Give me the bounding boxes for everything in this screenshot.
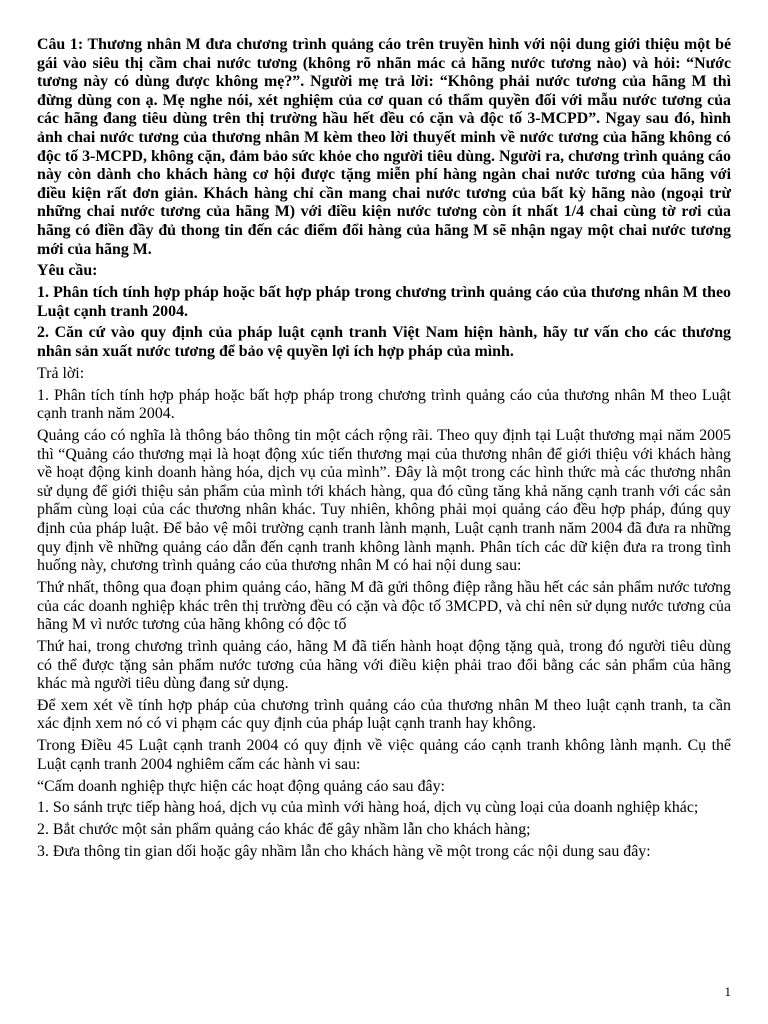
question-paragraph: Câu 1: Thương nhân M đưa chương trình quảng cáo trên truyền hình với nội dung giới thiệu một bé gái vào siêu thị cầm chai nước tương (không rõ nhãn mác cả hãng nước tương nào) và hỏi: “Nước tương này có dùng được không mẹ?”. Người mẹ trả lời: “Không phải nước tương của hãng M thì đừng dùng con ạ. Mẹ nghe nói, xét nghiệm của cơ quan có thẩm quyền đối với mẫu nước tương của các hãng đang tiêu dùng trên thị trường hầu hết đều có cặn và độc tố 3-MCPD”. Ngay sau đó, hình ảnh chai nước tương của thương nhân M kèm theo lời thuyết minh về nước tương của hãng không có độc tố 3-MCPD, không cặn, đảm bảo sức khỏe cho người tiêu dùng. Người ra, chương trình quảng cáo này còn dành cho khách hàng cơ hội được tặng miễn phí hàng ngàn chai nước tương của hãng với điều kiện rất đơn giản. Khách hàng chỉ cần mang chai nước tương của bất kỳ hãng nào (ngoại trừ những chai nước tương của hãng M) với điều kiện nước tương còn ít nhất 1/4 chai cùng tờ rơi của hãng có điền đầy đủ thong tin đến các điểm đổi hàng của hãng M sẽ nhận ngay một chai nước tương mới của hãng M. bbox=[37, 36, 731, 258]
answer-paragraph: Thứ hai, trong chương trình quảng cáo, hãng M đã tiến hành hoạt động tặng quà, trong đó người tiêu dùng có thể được tặng sản phẩm nước tương của hãng với điều kiện phải trao đổi bằng các sản phẩm của hãng khác mà người tiêu dùng đang sử dụng. bbox=[37, 637, 731, 693]
document-body bbox=[37, 36, 731, 865]
requirements-heading: Yêu cầu: bbox=[37, 262, 98, 280]
law-item-2: 2. Bắt chước một sản phẩm quảng cáo khác để gây nhầm lẫn cho khách hàng; bbox=[37, 821, 531, 839]
answer-heading: Trả lời: bbox=[37, 364, 85, 382]
requirement-1: 1. Phân tích tính hợp pháp hoặc bất hợp pháp trong chương trình quảng cáo của thương nhân M theo Luật cạnh tranh 2004. bbox=[37, 284, 731, 320]
law-item-3: 3. Đưa thông tin gian dối hoặc gây nhầm lẫn cho khách hàng về một trong các nội dung sau đây: bbox=[37, 842, 651, 860]
answer-paragraph: Thứ nhất, thông qua đoạn phim quảng cáo, hãng M đã gửi thông điệp rằng hầu hết các sản phẩm nước tương của các doanh nghiệp khác trên thị trường đều có cặn và độc tố 3MCPD, và chỉ nên sử dụng nước tương của hãng M vì nước tương của hãng không có độc tố bbox=[37, 578, 731, 634]
law-item-1: 1. So sánh trực tiếp hàng hoá, dịch vụ của mình với hàng hoá, dịch vụ cùng loại của doanh nghiệp khác; bbox=[37, 799, 699, 817]
answer-paragraph: Để xem xét về tính hợp pháp của chương trình quảng cáo của thương nhân M theo luật cạnh tranh, ta cần xác định xem nó có vi phạm các quy định của pháp luật cạnh tranh hay không. bbox=[37, 696, 731, 733]
answer-paragraph: Quảng cáo có nghĩa là thông báo thông tin một cách rộng rãi. Theo quy định tại Luật thương mại năm 2005 thì “Quảng cáo thương mại là hoạt động xúc tiến thương mại của thương nhân để giới thiệu với khách hàng về hoạt động kinh doanh hàng hóa, dịch vụ của mình”. Đây là một trong các hình thức mà các thương nhân sử dụng để giới thiệu sản phẩm của mình tới khách hàng, qua đó cũng tăng khả năng cạnh tranh với các sản phẩm cùng loại của các thương nhân khác. Tuy nhiên, không phải mọi quảng cáo đều hợp pháp, đúng quy định của pháp luật. Để bảo vệ môi trường cạnh tranh lành mạnh, Luật cạnh tranh năm 2004 đã đưa ra những quy định về những quảng cáo dẫn đến cạnh tranh không lành mạnh. Phân tích các dữ kiện đưa ra trong tình huống này, chương trình quảng cáo của thương nhân M có hai nội dung sau: bbox=[37, 427, 731, 575]
law-quote-intro: “Cấm doanh nghiệp thực hiện các hoạt động quảng cáo sau đây: bbox=[37, 777, 445, 795]
page-number: 1 bbox=[724, 984, 731, 999]
requirement-2: 2. Căn cứ vào quy định của pháp luật cạnh tranh Việt Nam hiện hành, hãy tư vấn cho các thương nhân sản xuất nước tương để bảo vệ quyền lợi ích hợp pháp của mình. bbox=[37, 324, 731, 361]
answer-section-1-title: 1. Phân tích tính hợp pháp hoặc bất hợp pháp trong chương trình quảng cáo của thương nhân M theo Luật cạnh tranh năm 2004. bbox=[37, 386, 731, 423]
answer-paragraph: Trong Điều 45 Luật cạnh tranh 2004 có quy định về việc quảng cáo cạnh tranh không lành mạnh. Cụ thể Luật cạnh tranh 2004 nghiêm cấm các hành vi sau: bbox=[37, 737, 731, 773]
